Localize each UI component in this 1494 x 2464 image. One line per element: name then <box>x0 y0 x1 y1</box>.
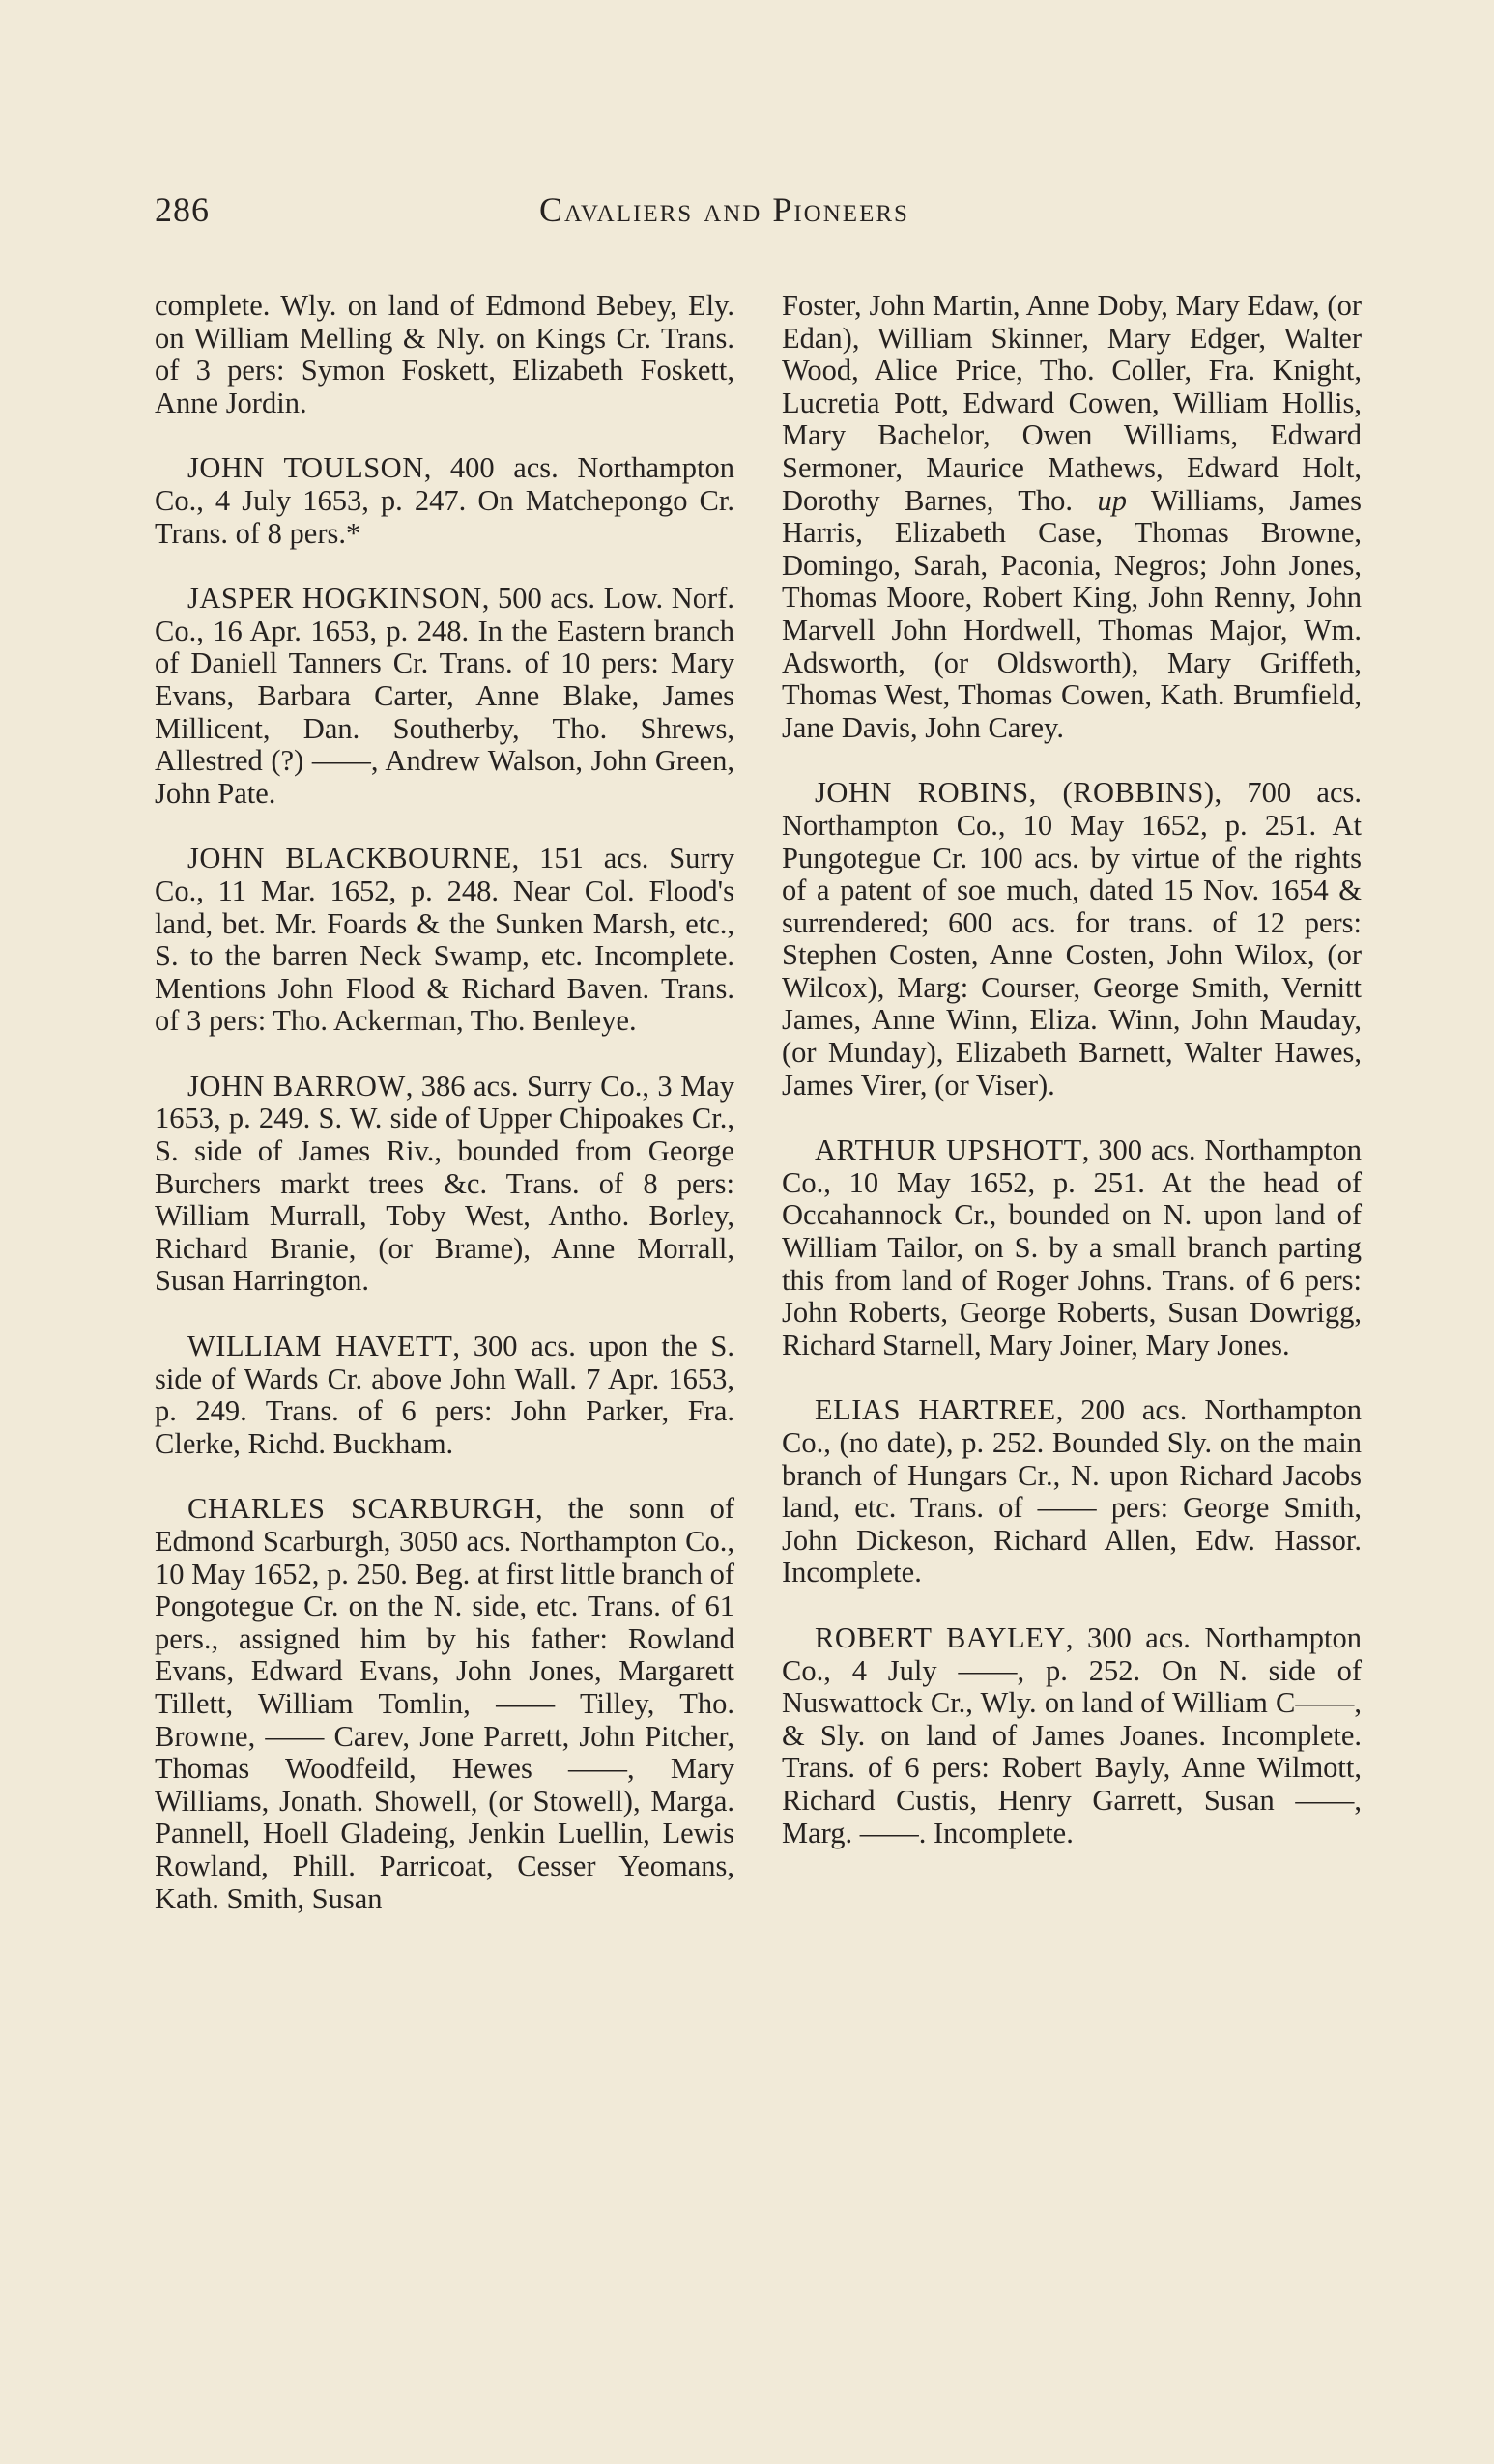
entry-body: , 386 acs. Surry Co., 3 May 1653, p. 249. S. W. side of Upper Chipoakes Cr., S. side of James Riv., bounded from George Burchers markt trees &c. Trans. of 8 pers: William Murrall, Toby West, Antho. Borley, Richard Branie, (or Brame), Anne Morrall, Susan Harrington. <box>155 1069 734 1298</box>
entry-italic-word: up <box>1097 483 1127 517</box>
entry-name: WILLIAM HAVETT <box>187 1330 453 1363</box>
entry-charles-scarburgh <box>155 1493 734 1915</box>
entry-name: JASPER HOGKINSON <box>187 582 482 616</box>
entry-body: , 300 acs. Northampton Co., 10 May 1652, p. 251. At the head of Occahannock Cr., bounded on N. upon land of William Tailor, on S. by a small branch parting this from land of Roger Johns. Trans. of 6 pers: John Roberts, George Roberts, Susan Dowrigg, Richard Starnell, Mary Joiner, Mary Jones. <box>782 1133 1362 1361</box>
entry-name: JOHN BLACKBOURNE <box>187 842 512 875</box>
entry-name: ELIAS HARTREE <box>815 1393 1056 1427</box>
entry-name: JOHN ROBINS, (ROBBINS) <box>815 776 1215 810</box>
entry-william-havett <box>155 1331 734 1460</box>
entry-name: CHARLES SCARBURGH <box>187 1492 535 1526</box>
page-header <box>155 189 1363 247</box>
entry-charles-scarburgh-continued <box>782 290 1362 744</box>
entry-robert-bayley <box>782 1622 1362 1849</box>
entry-body: , 700 acs. Northampton Co., 10 May 1652, p. 251. At Pungotegue Cr. 100 acs. by virtue of the rights of a patent of soe much, dated 15 Nov. 1654 & surrendered; 600 acs. for trans. of 12 pers: Stephen Costen, Anne Costen, John Wilox, (or Wilcox), Marg: Courser, George Smith, Vernitt James, Anne Winn, Eliza. Winn, John Mauday, (or Munday), Elizabeth Barnett, Walter Hawes, James Virer, (or Viser). <box>782 776 1362 1102</box>
entry-body: , 200 acs. Northampton Co., (no date), p. 252. Bounded Sly. on the main branch of Hungars Cr., N. upon Richard Jacobs land, etc. Trans. of —— pers: George Smith, John Dickeson, Richard Allen, Edw. Hassor. Incomplete. <box>782 1393 1362 1590</box>
entry-john-robins <box>782 777 1362 1102</box>
entry-body: , 300 acs. upon the S. side of Wards Cr. above John Wall. 7 Apr. 1653, p. 249. Trans. of 6 pers: John Parker, Fra. Clerke, Richd. Buckham. <box>155 1330 735 1460</box>
entry-name: JOHN TOULSON <box>187 451 424 485</box>
entry-john-blackbourne <box>155 843 734 1038</box>
entry-body-continued: Williams, James Harris, Elizabeth Case, Thomas Browne, Domingo, Sarah, Paconia, Negros; John Jones, Thomas Moore, Robert King, John Renny, John Marvell John Hordwell, Thomas Major, Wm. Adsworth, (or Oldsworth), Mary Griffeth, Thomas West, Thomas Cowen, Kath. Brumfield, Jane Davis, John Carey. <box>782 483 1363 744</box>
entry-jasper-hogkinson <box>155 583 734 810</box>
entry-continued-from-previous-page <box>155 290 734 419</box>
entry-body: , 151 acs. Surry Co., 11 Mar. 1652, p. 248. Near Col. Flood's land, bet. Mr. Foards & the Sunken Marsh, etc., S. to the barren Neck Swamp, etc. Incomplete. Mentions John Flood & Richard Baven. Trans. of 3 pers: Tho. Ackerman, Tho. Benleye. <box>155 842 734 1038</box>
running-title: Cavaliers and Pioneers <box>539 190 909 229</box>
entry-name: ROBERT BAYLEY <box>815 1620 1066 1654</box>
entry-john-toulson <box>155 452 734 550</box>
entry-arthur-upshott <box>782 1134 1362 1361</box>
entry-elias-hartree <box>782 1394 1362 1590</box>
entry-body: , the sonn of Edmond Scarburgh, 3050 acs. Northampton Co., 10 May 1652, p. 250. Beg. at first little branch of Pongotegue Cr. on the N. side, etc. Trans. of 61 pers., assigned him by his father: Rowland Evans, Edward Evans, John Jones, Margarett Tillett, William Tomlin, —— Tilley, Tho. Browne, —— Carev, Jone Parrett, John Pitcher, Thomas Woodfeild, Hewes ——, Mary Williams, Jonath. Showell, (or Stowell), Marga. Pannell, Hoell Gladeing, Jenkin Luellin, Lewis Rowland, Phill. Parricoat, Cesser Yeomans, Kath. Smith, Susan <box>155 1492 734 1915</box>
right-column <box>782 290 1362 1882</box>
entry-name: ARTHUR UPSHOTT <box>815 1133 1082 1167</box>
entry-body: Foster, John Martin, Anne Doby, Mary Edaw, (or Edan), William Skinner, Mary Edger, Walter Wood, Alice Price, Tho. Coller, Fra. Knight, Lucretia Pott, Edward Cowen, William Hollis, Mary Bachelor, Owen Williams, Edward Sermoner, Maurice Mathews, Edward Holt, Dorothy Barnes, Tho. <box>782 289 1362 517</box>
entry-body: , 400 acs. Northampton Co., 4 July 1653, p. 247. On Matchepongo Cr. Trans. of 8 pers.* <box>155 451 734 550</box>
entry-name: JOHN BARROW <box>187 1069 406 1103</box>
left-column <box>155 290 734 1948</box>
entry-body: complete. Wly. on land of Edmond Bebey, Ely. on William Melling & Nly. on Kings Cr. Trans. of 3 pers: Symon Foskett, Elizabeth Foskett, Anne Jordin. <box>155 289 734 419</box>
entry-john-barrow <box>155 1071 734 1298</box>
entry-body: , 500 acs. Low. Norf. Co., 16 Apr. 1653, p. 248. In the Eastern branch of Daniell Tanners Cr. Trans. of 10 pers: Mary Evans, Barbara Carter, Anne Blake, James Millicent, Dan. Southerby, Tho. Shrews, Allestred (?) ——, Andrew Walson, John Green, John Pate. <box>155 582 734 810</box>
page-number: 286 <box>155 190 210 229</box>
entry-body: , 300 acs. Northampton Co., 4 July ——, p. 252. On N. side of Nuswattock Cr., Wly. on land of William C——, & Sly. on land of James Joanes. Incomplete. Trans. of 6 pers: Robert Bayly, Anne Wilmott, Richard Custis, Henry Garrett, Susan ——, Marg. ——. Incomplete. <box>782 1620 1362 1849</box>
